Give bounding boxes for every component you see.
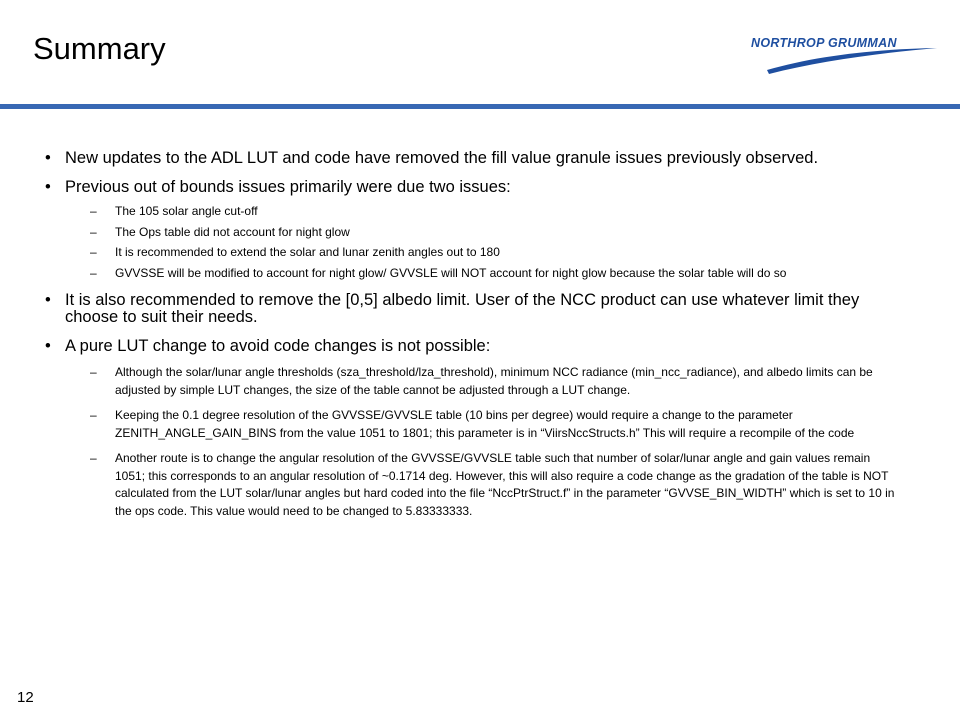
bullet-item: • A pure LUT change to avoid code changes is not possible: xyxy=(45,338,900,356)
slide-title: Summary xyxy=(33,31,166,66)
sub-bullet-item: – It is recommended to extend the solar and lunar zenith angles out to 180 xyxy=(45,246,900,259)
logo-swoosh-icon xyxy=(745,44,940,74)
slide-content xyxy=(45,150,900,532)
bullet-item: • Previous out of bounds issues primarily were due two issues: xyxy=(45,179,900,197)
sub-bullet-item: – GVVSSE will be modified to account for night glow/ GVVSLE will NOT account for night glow because the solar table will do so xyxy=(45,267,900,280)
logo-text: NORTHROP GRUMMAN xyxy=(751,36,897,50)
sub-bullet-item: – Although the solar/lunar angle thresholds (sza_threshold/lza_threshold), minimum NCC radiance (min_ncc_radiance), and albedo limits can be adjusted by simple LUT changes, the size of the table cannot be adjusted through a LUT change. xyxy=(45,364,900,399)
sub-bullet-item: – Another route is to change the angular resolution of the GVVSSE/GVVSLE table such that number of solar/lunar angle and gain values remain 1051; this corresponds to an angular resolution of ~0.1714 deg. However, this will also require a code change as the gradation of the table is NOT calculated from the LUT solar/lunar angles but hard coded into the file “NccPtrStruct.f” in the parameter “GVVSE_BIN_WIDTH” which is set to 10 in the ops code. This value would need to be changed to 5.83333333. xyxy=(45,450,900,520)
bullet-item: • New updates to the ADL LUT and code have removed the fill value granule issues previously observed. xyxy=(45,150,900,168)
sub-bullet-list xyxy=(45,364,900,520)
northrop-grumman-logo xyxy=(745,36,940,76)
sub-bullet-list xyxy=(45,205,900,280)
sub-bullet-item: – The 105 solar angle cut-off xyxy=(45,205,900,218)
header-rule xyxy=(0,104,960,109)
sub-bullet-item: – Keeping the 0.1 degree resolution of the GVVSSE/GVVSLE table (10 bins per degree) would require a change to the parameter ZENITH_ANGLE_GAIN_BINS from the value 1051 to 1801; this parameter is in “ViirsNccStructs.h” This will require a recompile of the code xyxy=(45,407,900,442)
sub-bullet-item: – The Ops table did not account for night glow xyxy=(45,226,900,239)
page-number: 12 xyxy=(17,689,34,706)
bullet-item: • It is also recommended to remove the [0,5] albedo limit. User of the NCC product can use whatever limit they choose to suit their needs. xyxy=(45,292,900,327)
